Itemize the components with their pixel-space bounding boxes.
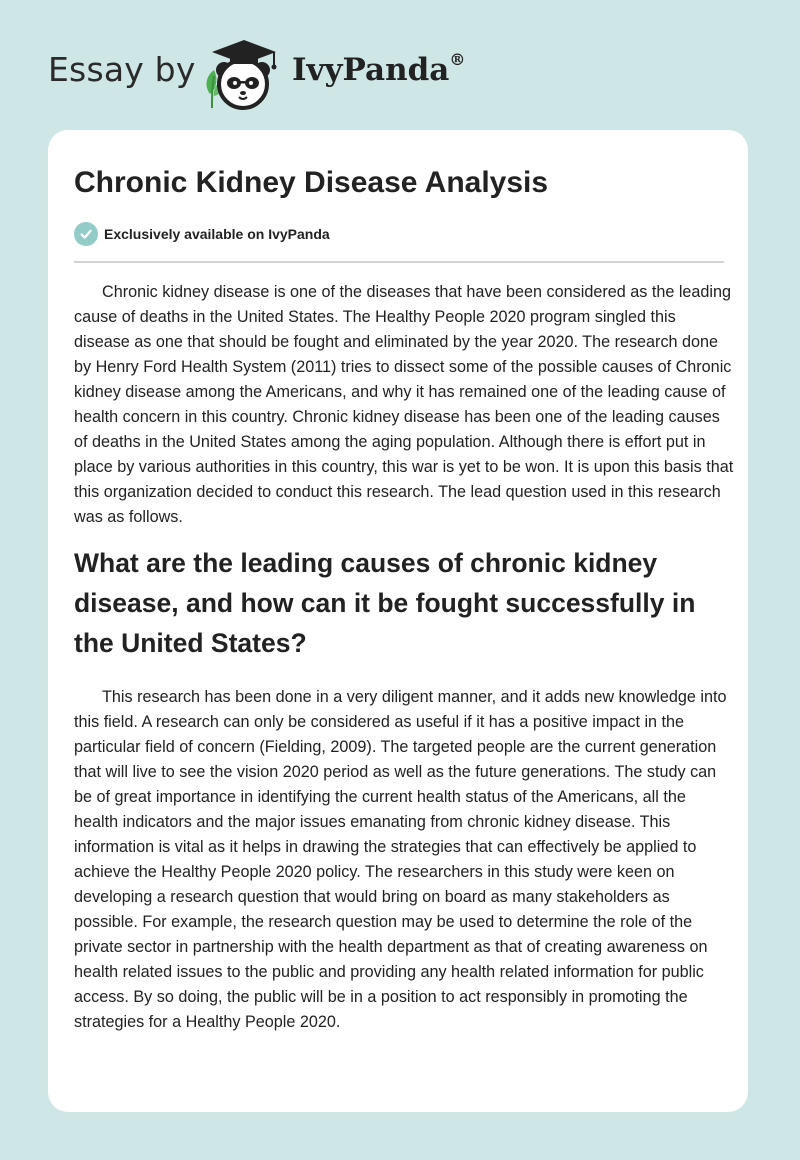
exclusive-badge-text: Exclusively available on IvyPanda [104,226,330,242]
brand-name: IvyPanda [292,52,450,88]
divider [74,261,724,263]
panda-graduate-icon[interactable] [200,36,286,110]
page-title: Chronic Kidney Disease Analysis [74,166,549,199]
check-circle-icon [74,222,98,246]
article-card [48,130,748,1112]
registered-mark: ® [449,50,466,69]
site-header [0,0,800,130]
exclusive-badge [74,221,330,247]
essay-by-label: Essay by [48,50,196,89]
brand-logo[interactable] [292,52,465,88]
article-paragraph-1: Chronic kidney disease is one of the diseases that have been considered as the leading cause of deaths in the United States. The Healthy People 2020 program singled this disease as one that should be fought and eliminated by the year 2020. The research done by Henry Ford Health System (2011) tries to dissect some of the possible causes of Chronic kidney disease among the Americans, and why it has remained one of the leading cause of health concern in this country. Chronic kidney disease has been one of the leading causes of deaths in the United States among the aging population. Although there is effort put in place by various authorities in this country, this war is yet to be won. It is upon this basis that this organization decided to conduct this research. The lead question used in this research was as follows. [74,283,734,526]
section-heading: What are the leading causes of chronic kidney disease, and how can it be fought successfully in the United States? [74,548,696,658]
article-paragraph-2: This research has been done in a very diligent manner, and it adds new knowledge into this field. A research can only be considered as useful if it has a positive impact in the particular field of concern (Fielding, 2009). The targeted people are the current generation that will live to see the vision 2020 period as well as the future generations. The study can be of great importance in identifying the current health status of the Americans, all the health indicators and the major issues emanating from chronic kidney disease. This information is vital as it helps in drawing the strategies that can effectively be applied to achieve the Healthy People 2020 policy. The researchers in this study were keen on developing a research question that would bring on board as many stakeholders as possible. For example, the research question may be used to determine the role of the private sector in partnership with the health department as that of creating awareness on health related issues to the public and providing any health related information for public access. By so doing, the public will be in a position to act responsibly in promoting the strategies for a Healthy People 2020. [74,688,727,1031]
